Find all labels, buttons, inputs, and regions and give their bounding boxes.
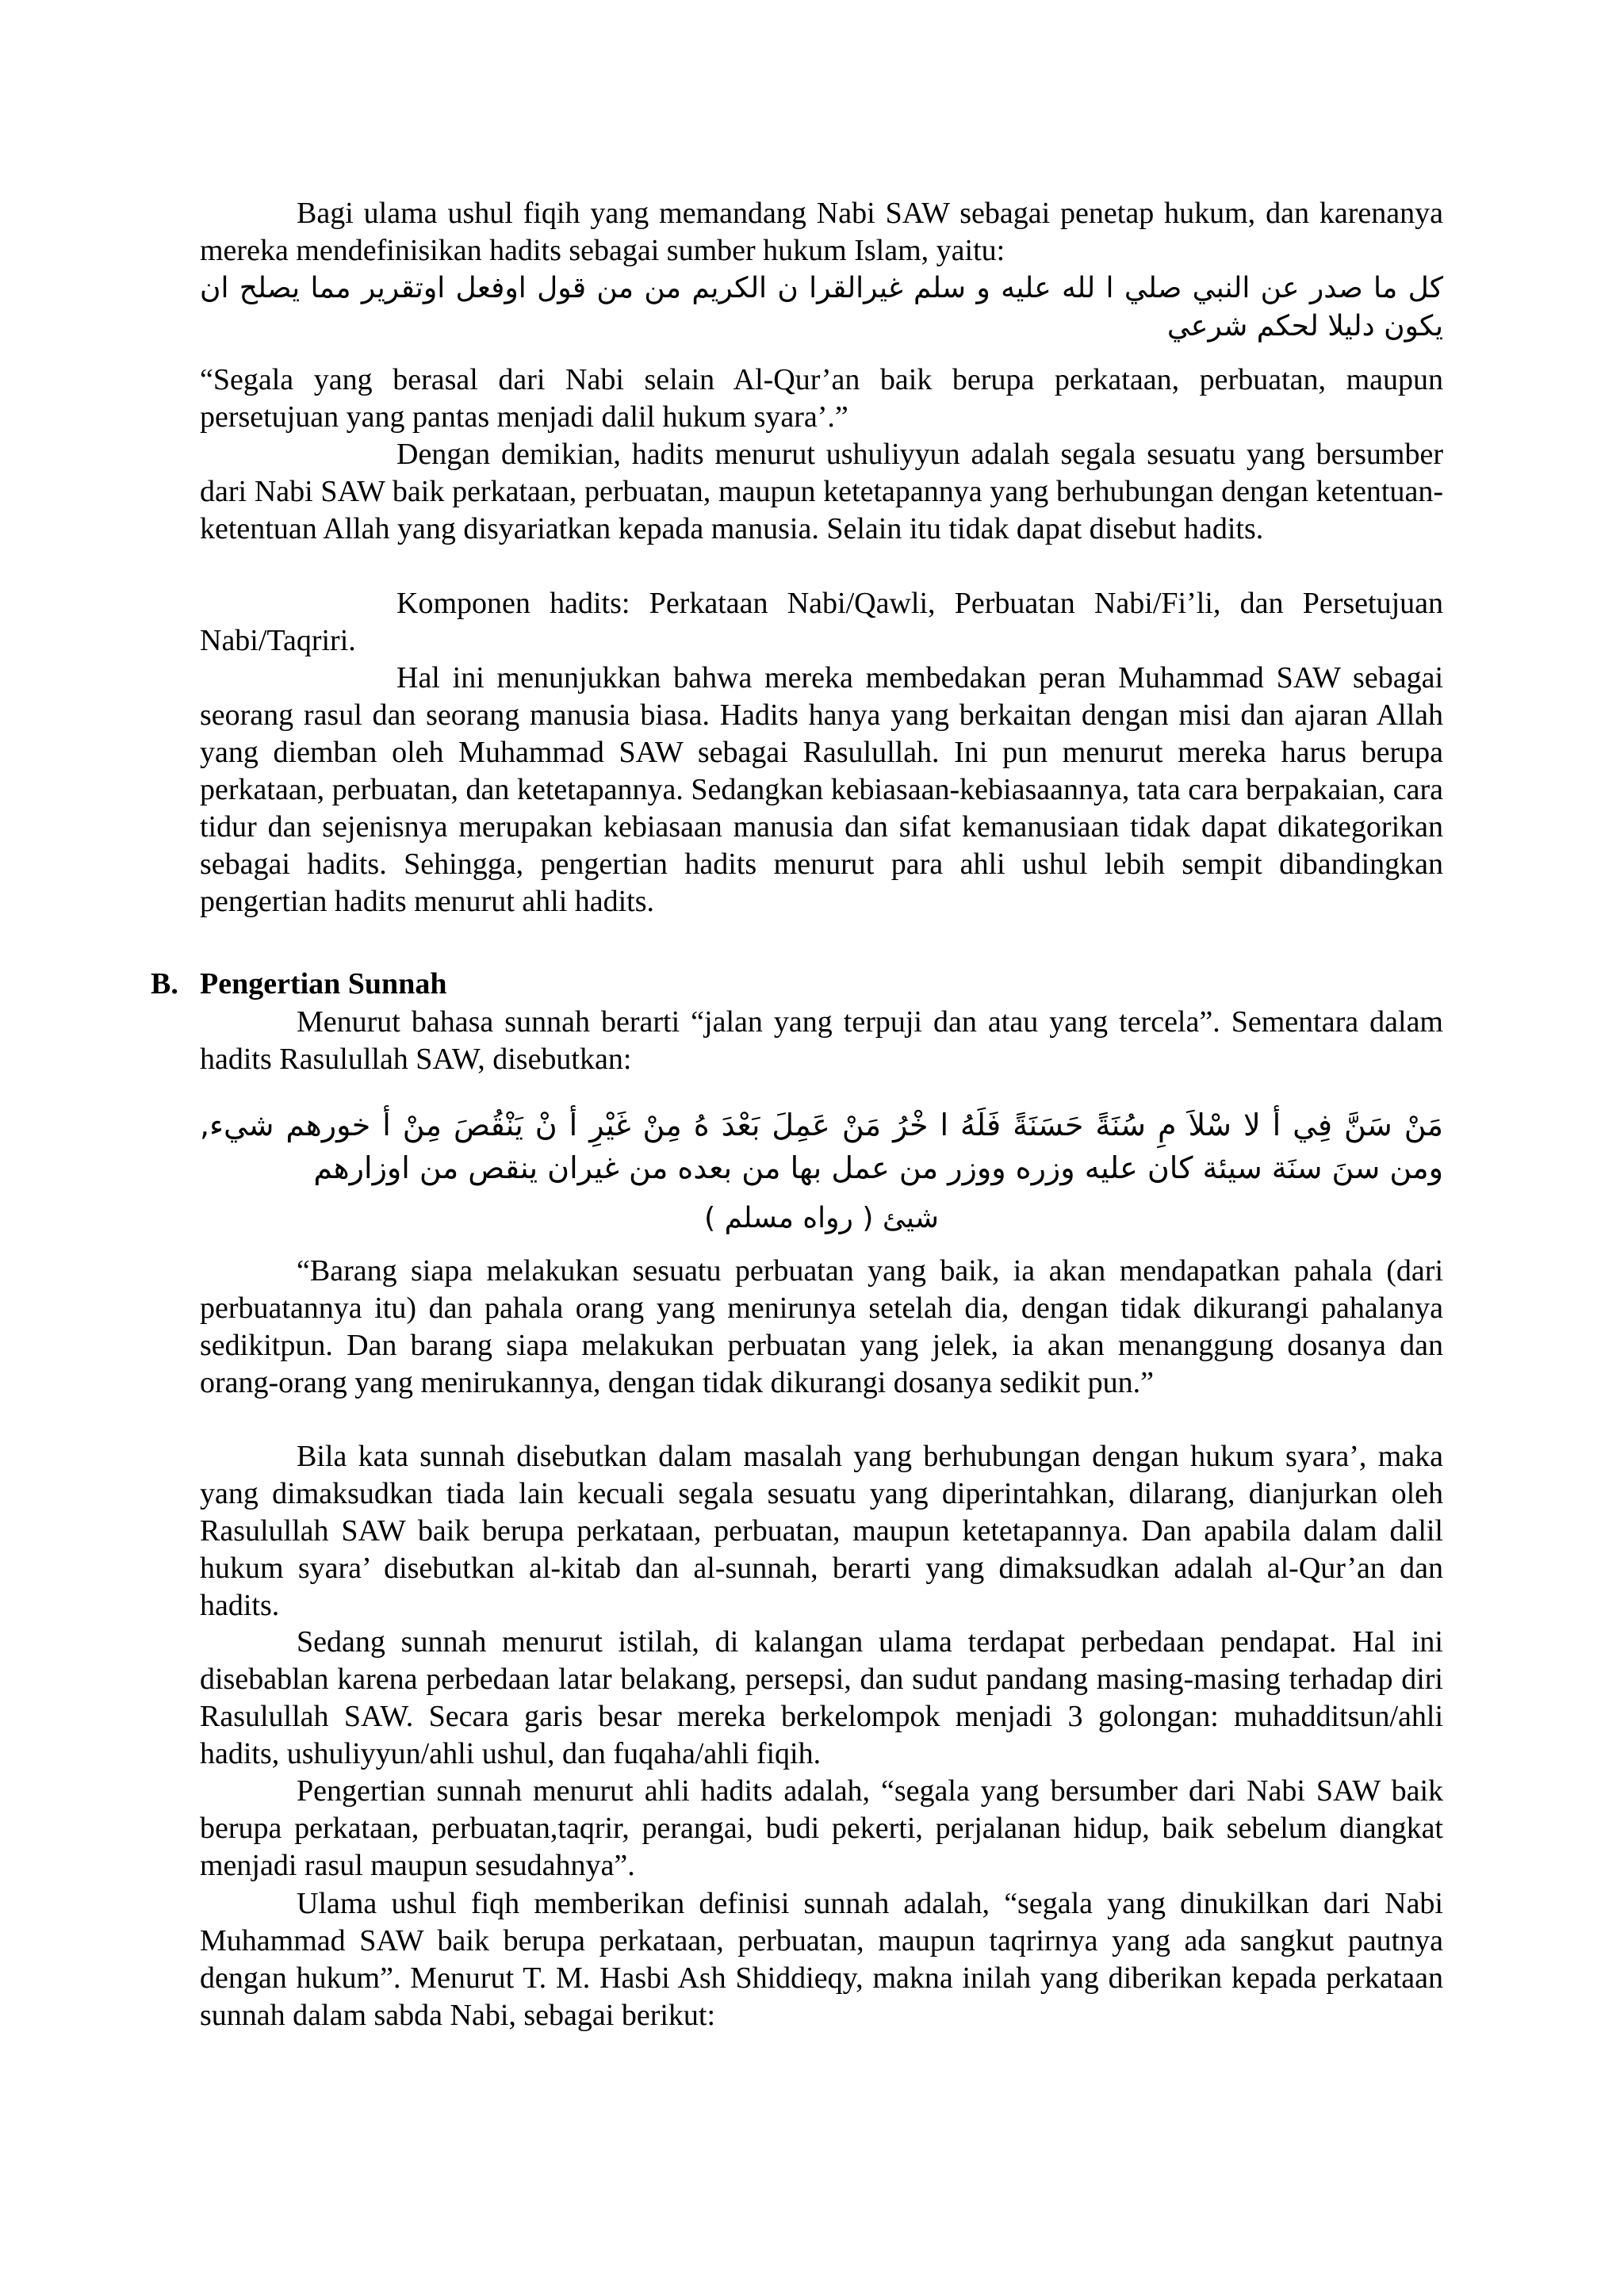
section-heading bbox=[151, 966, 446, 1003]
paragraph-sunnah-language: Menurut bahasa sunnah berarti “jalan yang terpuji dan atau yang tercela”. Sementara dalam hadits Rasulullah SAW, disebutkan: bbox=[200, 1005, 1443, 1076]
paragraph-sunnah-istilah: Sedang sunnah menurut istilah, di kalangan ulama terdapat perbedaan pendapat. Hal ini disebablan karena perbedaan latar belakang, persepsi, dan sudut pandang masing-masing terhadap diri Rasulullah SAW. Secara garis besar mereka berkelompok menjadi 3 golongan: muhadditsun/ahli hadits, ushuliyyun/ahli ushul, dan fuqaha/ahli fiqih. bbox=[200, 1625, 1443, 1770]
paragraph-components: Komponen hadits: Perkataan Nabi/Qawli, Perbuatan Nabi/Fi’li, dan Persetujuan Nabi/Taqriri. bbox=[200, 587, 1443, 657]
paragraph-role-distinction: Hal ini menunjukkan bahwa mereka membedakan peran Muhammad SAW sebagai seorang rasul dan seorang manusia biasa. Hadits hanya yang berkaitan dengan misi dan ajaran Allah yang diemban oleh Muhammad SAW sebagai Rasulullah. Ini pun menurut mereka harus berupa perkataan, perbuatan, dan ketetapannya. Sedangkan kebiasaan-kebiasaannya, tata cara berpakaian, cara tidur dan sejenisnya merupakan kebiasaan manusia dan sifat kemanusiaan tidak dapat dikategorikan sebagai hadits. Sehingga, pengertian hadits menurut para ahli ushul lebih sempit dibandingkan pengertian hadits menurut ahli hadits. bbox=[200, 661, 1443, 918]
arabic-definition: كل ما صدر عن النبي صلي ا لله عليه و سلم غيرالقرا ن الكريم من من قول اوفعل اوتقرير مما يصلح ان يكون دليلا لحكم شرعي bbox=[200, 272, 1443, 342]
paragraph-intro: Bagi ulama ushul fiqih yang memandang Nabi SAW sebagai penetap hukum, dan karenanya mereka mendefinisikan hadits sebagai sumber hukum Islam, yaitu: bbox=[200, 197, 1443, 267]
paragraph-definition-translation: “Segala yang berasal dari Nabi selain Al-Qur’an baik berupa perkataan, perbuatan, maupun persetujuan yang pantas menjadi dalil hukum syara’.” bbox=[200, 363, 1443, 434]
paragraph-hadith-translation: “Barang siapa melakukan sesuatu perbuatan yang baik, ia akan mendapatkan pahala (dari perbuatannya itu) dan pahala orang yang menirunya setelah dia, dengan tidak dikurangi pahalanya sedikitpun. Dan barang siapa melakukan perbuatan yang jelek, ia akan menanggung dosanya dan orang-orang yang menirukannya, dengan tidak dikurangi dosanya sedikit pun.” bbox=[200, 1254, 1443, 1399]
paragraph-ushul-fiqh: Ulama ushul fiqh memberikan definisi sunnah adalah, “segala yang dinukilkan dari Nabi Muhammad SAW baik berupa perkataan, perbuatan, maupun taqrirnya yang ada sangkut pautnya dengan hukum”. Menurut T. M. Hasbi Ash Shiddieqy, makna inilah yang diberikan kepada perkataan sunnah dalam sabda Nabi, sebagai berikut: bbox=[200, 1887, 1443, 2032]
arabic-hadith-source: شيئ ( رواه مسلم ) bbox=[704, 1202, 939, 1234]
paragraph-ahli-hadits: Pengertian sunnah menurut ahli hadits adalah, “segala yang bersumber dari Nabi SAW baik berupa perkataan, perbuatan,taqrir, perangai, budi pekerti, perjalanan hidup, baik sebelum diangkat menjadi rasul maupun sesudahnya”. bbox=[200, 1774, 1443, 1882]
section-title: Pengertian Sunnah bbox=[200, 967, 447, 1001]
arabic-hadith: مَنْ سَنَّ فِي أ لا سْلاَ مِ سُنَةً حَسَنَةً فَلَهُ ا خْرُ مَنْ عَمِلَ بَعْدَ هُ مِنْ غَيْرِ أ نْ يَنْقُصَ مِنْ أ خورهم شيء, ومن سنَ سنَة سيئة كان عليه وزره ووزر من عمل بها من بعده من غيران ينقص من اوزارهم bbox=[200, 1108, 1443, 1185]
paragraph-sunnah-syara: Bila kata sunnah disebutkan dalam masalah yang berhubungan dengan hukum syara’, maka yang dimaksudkan tiada lain kecuali segala sesuatu yang diperintahkan, dilarang, dianjurkan oleh Rasulullah SAW baik berupa perkataan, perbuatan, maupun ketetapannya. Dan apabila dalam dalil hukum syara’ disebutkan al-kitab dan al-sunnah, berarti yang dimaksudkan adalah al-Qur’an dan hadits. bbox=[200, 1440, 1443, 1622]
paragraph-ushuliyyun: Dengan demikian, hadits menurut ushuliyyun adalah segala sesuatu yang bersumber dari Nabi SAW baik perkataan, perbuatan, maupun ketetapannya yang berhubungan dengan ketentuan-ketentuan Allah yang disyariatkan kepada manusia. Selain itu tidak dapat disebut hadits. bbox=[200, 438, 1443, 545]
section-label: B. bbox=[151, 967, 178, 1001]
